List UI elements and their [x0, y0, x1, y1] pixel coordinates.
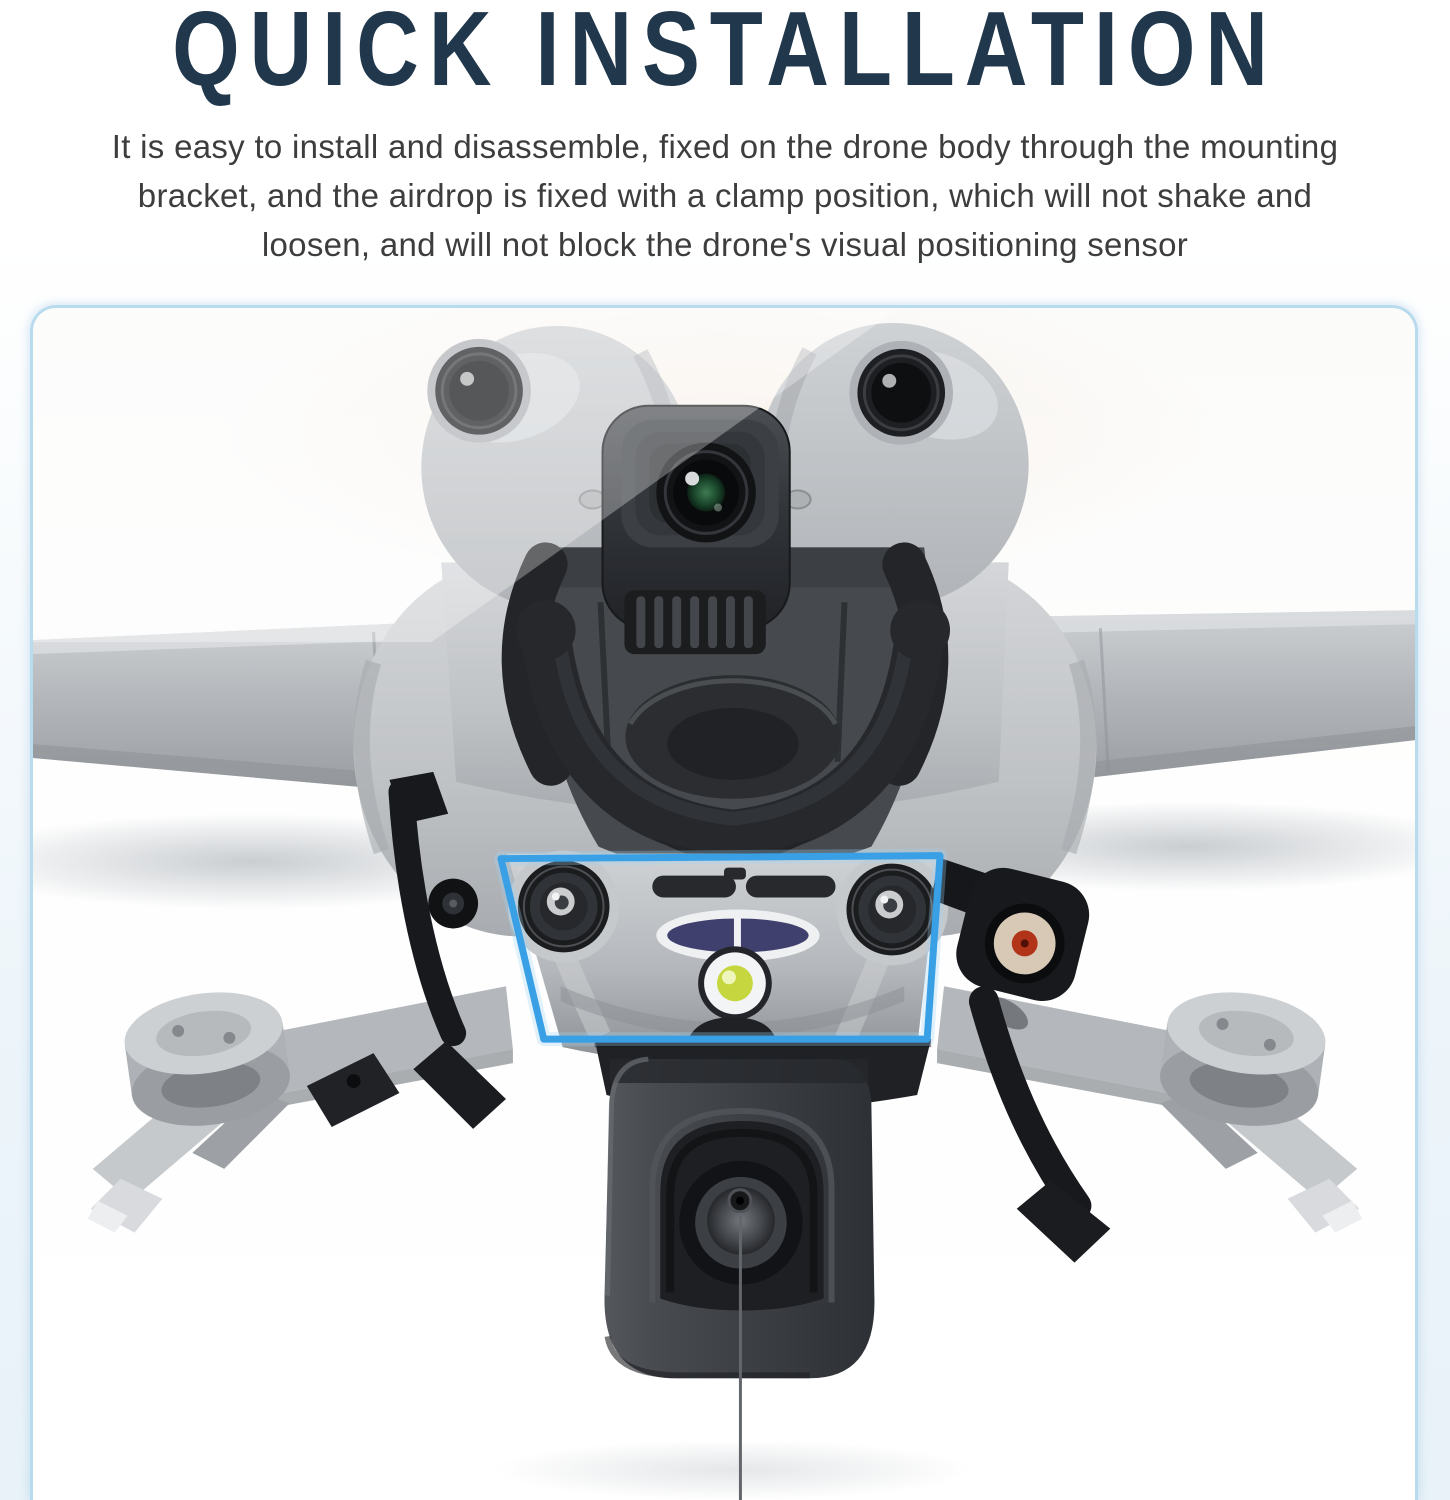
- description-line-2: bracket, and the airdrop is fixed with a clamp position, which will not shake and: [137, 177, 1313, 214]
- bottom-led: [698, 946, 772, 1020]
- product-photo-panel: [30, 305, 1418, 1500]
- description-paragraph: [0, 122, 1450, 269]
- description-line-1: It is easy to install and disassemble, fixed on the drone body through the mounting: [111, 128, 1339, 165]
- page-title: QUICK INSTALLATION: [172, 0, 1278, 108]
- drone-illustration: [33, 308, 1415, 1500]
- drop-line: [739, 1213, 742, 1500]
- airdrop-release-device: [604, 1059, 874, 1500]
- release-button: [985, 904, 1065, 984]
- right-obstacle-camera: [849, 341, 953, 445]
- description-line-3: loosen, and will not block the drone's visual positioning sensor: [261, 226, 1189, 263]
